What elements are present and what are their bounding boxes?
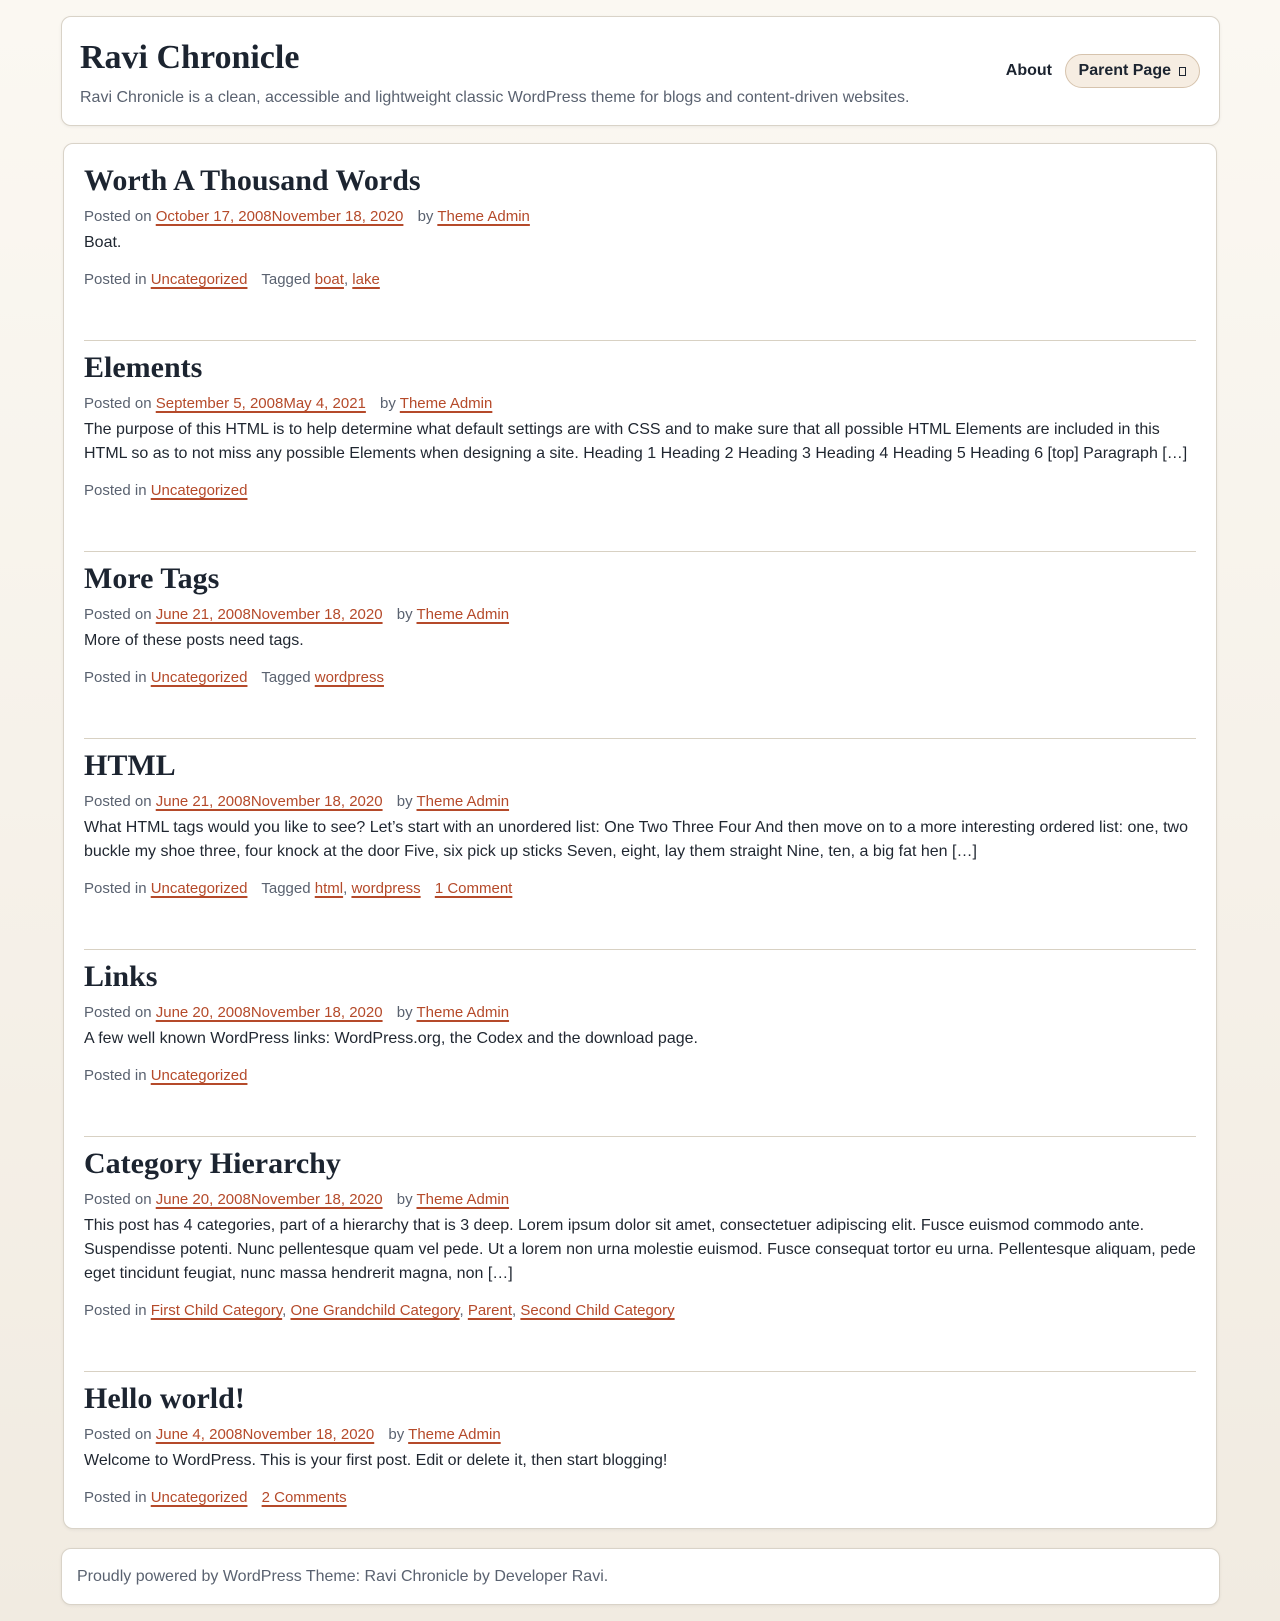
submenu-toggle-icon[interactable] — [1179, 67, 1186, 76]
tag-link[interactable]: lake — [352, 271, 380, 288]
post-title[interactable]: Elements — [84, 351, 203, 384]
posted-on-label: Posted on — [84, 606, 152, 623]
tagged-label: Tagged — [261, 271, 311, 288]
post-taxonomy: Posted in Uncategorized Tagged boat, lake — [84, 271, 380, 288]
post-excerpt: The purpose of this HTML is to help determine what default settings are with CSS and to make sure that all possible HTML Elements are included in this HTML so as to not miss any possible Elements when designing a site. Heading 1 Heading 2 Heading 3 Heading 4 Heading 5 Heading 6 [top] Paragraph […] — [84, 421, 1188, 462]
post-date-link[interactable]: June 4, 2008November 18, 2020 — [155, 1426, 375, 1443]
posted-on-label: Posted on — [84, 395, 152, 412]
posted-in-label: Posted in — [84, 880, 147, 897]
post-excerpt: More of these posts need tags. — [84, 632, 304, 649]
post-divider — [84, 1371, 1196, 1372]
nav-item-parent-page[interactable] — [1065, 54, 1200, 88]
post-list — [63, 143, 1217, 1529]
by-label: by — [388, 1426, 405, 1443]
post-title[interactable]: Category Hierarchy — [84, 1147, 341, 1180]
post-author-link[interactable]: Theme Admin — [408, 1426, 501, 1443]
post-excerpt: Boat. — [84, 234, 122, 251]
tagged-label: Tagged — [261, 880, 311, 897]
post-author-link[interactable]: Theme Admin — [416, 606, 510, 623]
post-excerpt: This post has 4 categories, part of a hierarchy that is 3 deep. Lorem ipsum dolor sit amet, consectetuer adipiscing elit. Fusce euismod commodo ante. Suspendisse potenti. Nunc pellentesque quam vel pede. Ut a lorem non urna molestie euismod. Fusce consequat tortor eu urna. Pellentesque aliquam, pede eget tincidunt feugiat, nunc massa hendrerit magna, non […] — [84, 1217, 1196, 1282]
tag-link[interactable]: wordpress — [314, 669, 384, 686]
post-date-link[interactable]: June 21, 2008November 18, 2020 — [155, 793, 383, 810]
tag-link[interactable]: wordpress — [351, 880, 421, 897]
post-excerpt: A few well known WordPress links: WordPress.org, the Codex and the download page. — [84, 1030, 698, 1047]
post-meta — [84, 208, 530, 225]
posted-on-label: Posted on — [84, 793, 152, 810]
post-divider — [84, 1136, 1196, 1137]
post-author-link[interactable]: Theme Admin — [416, 1191, 510, 1208]
nav-item-about[interactable]: About — [1005, 62, 1052, 79]
category-link[interactable]: Uncategorized — [150, 1489, 248, 1506]
site-footer — [61, 1548, 1220, 1605]
post-meta — [84, 395, 492, 412]
by-label: by — [396, 1191, 413, 1208]
tagged-label: Tagged — [261, 669, 311, 686]
post-taxonomy: Posted in Uncategorized Tagged html, wordpress 1 Comment — [84, 880, 513, 897]
category-link[interactable]: Second Child Category — [520, 1302, 675, 1319]
posted-on-label: Posted on — [84, 1191, 152, 1208]
post-divider — [84, 949, 1196, 950]
by-label: by — [396, 793, 413, 810]
by-label: by — [396, 606, 413, 623]
post-date-link[interactable]: June 20, 2008November 18, 2020 — [155, 1191, 383, 1208]
post-date-link[interactable]: October 17, 2008November 18, 2020 — [155, 208, 404, 225]
category-link[interactable]: Uncategorized — [150, 1067, 248, 1084]
category-link[interactable]: Uncategorized — [150, 880, 248, 897]
post-taxonomy — [84, 669, 384, 686]
posted-on-label: Posted on — [84, 208, 152, 225]
tag-link[interactable]: html — [314, 880, 344, 897]
post-author-link[interactable]: Theme Admin — [416, 1004, 510, 1021]
post-taxonomy — [84, 1489, 347, 1506]
post-author-link[interactable]: Theme Admin — [437, 208, 530, 225]
post-meta — [84, 606, 509, 623]
posted-in-label: Posted in — [84, 1302, 147, 1319]
post-divider — [84, 340, 1196, 341]
post-divider — [84, 551, 1196, 552]
post-title[interactable]: Worth A Thousand Words — [84, 164, 421, 197]
posted-in-label: Posted in — [84, 1067, 147, 1084]
post-taxonomy: Posted in First Child Category, One Grandchild Category, Parent, Second Child Category — [84, 1302, 675, 1319]
posted-in-label: Posted in — [84, 669, 147, 686]
site-tagline: Ravi Chronicle is a clean, accessible and lightweight classic WordPress theme for blogs and content-driven websites. — [80, 89, 910, 106]
category-link[interactable]: One Grandchild Category — [290, 1302, 460, 1319]
post-excerpt: Welcome to WordPress. This is your first post. Edit or delete it, then start blogging! — [84, 1452, 668, 1469]
comments-link[interactable]: 2 Comments — [261, 1489, 347, 1506]
post-taxonomy — [84, 1067, 247, 1084]
site-title[interactable]: Ravi Chronicle — [80, 39, 300, 76]
post-title[interactable]: More Tags — [84, 562, 220, 595]
post-excerpt: What HTML tags would you like to see? Let’s start with an unordered list: One Two Three Four And then move on to a more interesting ordered list: one, two buckle my shoe three, four knock at the door Five, six pick up sticks Seven, eight, lay them straight Nine, ten, a big fat hen […] — [84, 819, 1188, 860]
by-label: by — [380, 395, 396, 412]
posted-on-label: Posted on — [84, 1004, 152, 1021]
comments-link[interactable]: 1 Comment — [434, 880, 513, 897]
by-label: by — [396, 1004, 413, 1021]
posted-in-label: Posted in — [84, 271, 147, 288]
posted-in-label: Posted in — [84, 482, 147, 499]
post-author-link[interactable]: Theme Admin — [416, 793, 510, 810]
category-link[interactable]: First Child Category — [150, 1302, 283, 1319]
post-divider — [84, 738, 1196, 739]
site-header — [61, 16, 1220, 126]
post-meta — [84, 793, 509, 810]
post-meta — [84, 1191, 509, 1208]
post-date-link[interactable]: June 21, 2008November 18, 2020 — [155, 606, 383, 623]
post-date-link[interactable]: June 20, 2008November 18, 2020 — [155, 1004, 383, 1021]
post-title[interactable]: HTML — [84, 749, 176, 782]
post-taxonomy — [84, 482, 247, 499]
post-date-link[interactable]: September 5, 2008May 4, 2021 — [155, 395, 366, 412]
nav-item-parent-page-label: Parent Page — [1078, 62, 1171, 79]
by-label: by — [417, 208, 434, 225]
posted-on-label: Posted on — [84, 1426, 152, 1443]
category-link[interactable]: Uncategorized — [150, 271, 248, 288]
posted-in-label: Posted in — [84, 1489, 147, 1506]
post-meta — [84, 1426, 501, 1443]
post-meta — [84, 1004, 509, 1021]
tag-link[interactable]: boat — [314, 271, 344, 288]
post-title[interactable]: Hello world! — [84, 1382, 245, 1415]
post-author-link[interactable]: Theme Admin — [399, 395, 493, 412]
post-title[interactable]: Links — [84, 960, 158, 993]
category-link[interactable]: Parent — [467, 1302, 513, 1319]
category-link[interactable]: Uncategorized — [150, 669, 248, 686]
footer-credits: Proudly powered by WordPress Theme: Ravi Chronicle by Developer Ravi. — [77, 1568, 609, 1585]
category-link[interactable]: Uncategorized — [150, 482, 248, 499]
